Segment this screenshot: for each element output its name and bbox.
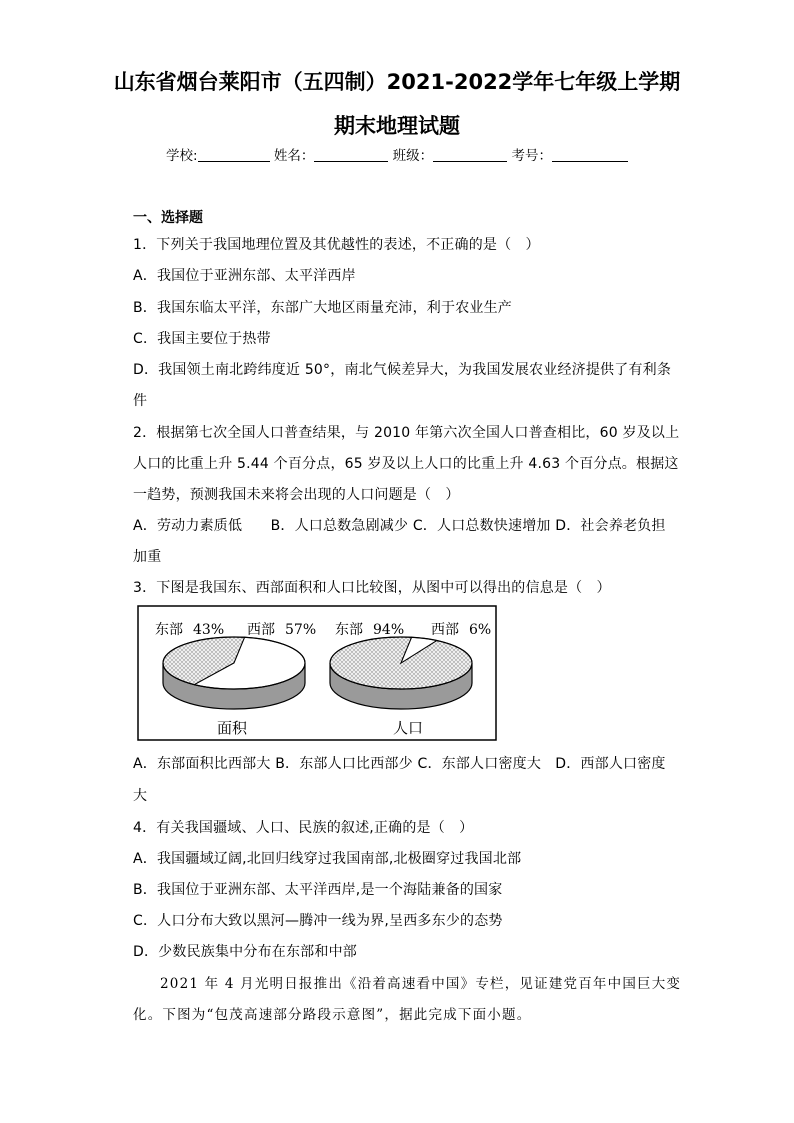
q4-option-b: B．我国位于亚洲东部、太平洋西岸,是一个海陆兼备的国家 [133, 882, 503, 898]
area-west-label: 西部 [247, 622, 275, 638]
passage-line1: 2021 年 4 月光明日报推出《沿着高速看中国》专栏，见证建党百年中国巨大变 [160, 976, 682, 992]
class-label: 班级： [392, 148, 434, 164]
section-heading: 一、选择题 [133, 210, 203, 226]
area-east-value: 43% [193, 622, 225, 638]
name-label: 姓名： [273, 148, 315, 164]
page-subtitle: 期末地理试题 [334, 114, 460, 138]
q1-option-c: C．我国主要位于热带 [133, 331, 271, 347]
q1-option-d-cont: 件 [133, 393, 148, 409]
school-label: 学校: [166, 148, 198, 164]
page-title: 山东省烟台莱阳市（五四制）2021-2022学年七年级上学期 [113, 70, 681, 94]
q4-option-d: D．少数民族集中分布在东部和中部 [133, 944, 357, 960]
q1-stem: 1．下列关于我国地理位置及其优越性的表述，不正确的是（ ） [133, 237, 540, 253]
student-info-line [166, 144, 628, 164]
q1-option-a: A．我国位于亚洲东部、太平洋西岸 [133, 268, 356, 284]
school-blank[interactable] [198, 147, 270, 162]
q2-options: A．劳动力素质低 B．人口总数急剧减少 C．人口总数快速增加 D．社会养老负担 [133, 518, 666, 534]
q1-option-d: D．我国领土南北跨纬度近 50°，南北气候差异大，为我国发展农业经济提供了有利条 [133, 362, 672, 378]
q3-options-cont: 大 [133, 788, 148, 804]
population-east-value: 94% [373, 622, 405, 638]
q4-stem: 4．有关我国疆域、人口、民族的叙述,正确的是（ ） [133, 820, 474, 836]
population-pie-chart [330, 637, 472, 709]
area-pie-chart [163, 637, 305, 709]
population-west-value: 6% [469, 622, 492, 638]
area-west-value: 57% [285, 622, 317, 638]
q2-options-cont: 加重 [133, 549, 162, 565]
name-blank[interactable] [314, 147, 388, 162]
q2-stem-line2: 人口的比重上升 5.44 个百分点，65 岁及以上人口的比重上升 4.63 个百分点。根据这 [133, 456, 679, 472]
passage-line2: 化。下图为“包茂高速部分路段示意图”，据此完成下面小题。 [133, 1007, 532, 1023]
population-east-label: 东部 [335, 622, 363, 638]
exam-no-label: 考号： [511, 148, 552, 164]
area-east-label: 东部 [155, 622, 183, 638]
q4-option-c: C．人口分布大致以黑河—腾冲一线为界,呈西多东少的态势 [133, 913, 503, 929]
q2-stem-line1: 2．根据第七次全国人口普查结果，与 2010 年第六次全国人口普查相比，60 岁及以上 [133, 425, 680, 441]
q3-options: A．东部面积比西部大 B．东部人口比西部少 C．东部人口密度大 D．西部人口密度 [133, 756, 666, 772]
area-population-pie-figure [137, 605, 497, 741]
exam-no-blank[interactable] [552, 147, 628, 162]
population-west-label: 西部 [431, 622, 459, 638]
q3-stem: 3．下图是我国东、西部面积和人口比较图，从图中可以得出的信息是（ ） [133, 580, 611, 596]
area-pie-title: 面积 [217, 719, 248, 737]
class-blank[interactable] [433, 147, 507, 162]
population-pie-title: 人口 [393, 719, 424, 737]
q2-stem-line3: 一趋势，预测我国未来将会出现的人口问题是（ ） [133, 487, 460, 503]
q1-option-b: B．我国东临太平洋，东部广大地区雨量充沛，利于农业生产 [133, 300, 513, 316]
q4-option-a: A．我国疆域辽阔,北回归线穿过我国南部,北极圈穿过我国北部 [133, 851, 522, 867]
